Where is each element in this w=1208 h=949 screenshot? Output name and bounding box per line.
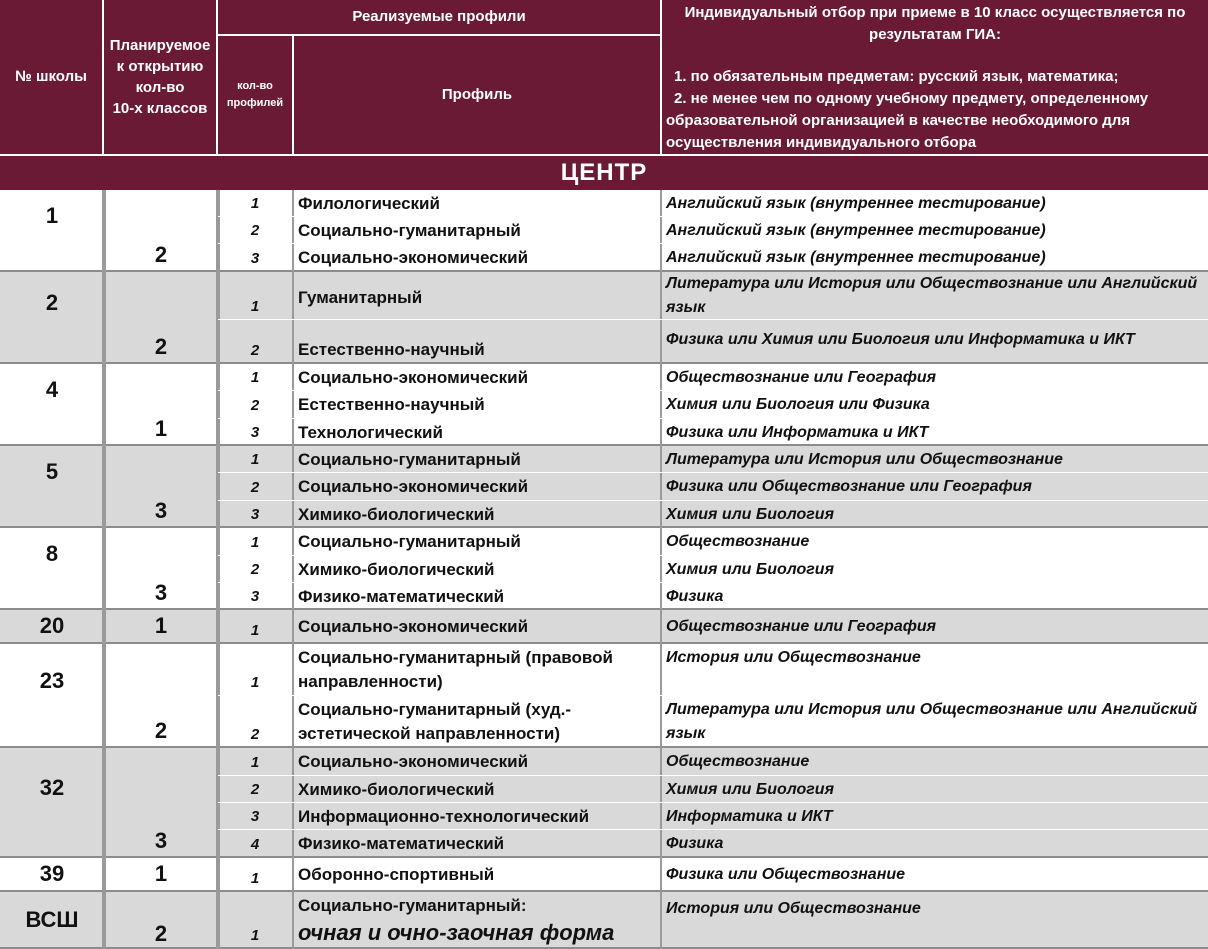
profile-row (218, 556, 1208, 583)
profile-row (218, 892, 1208, 949)
profile-number: 2 (250, 222, 260, 239)
planned-classes: 2 (154, 718, 168, 743)
profile-name: Химико-биологический (298, 560, 495, 579)
school-group (0, 190, 1208, 272)
profile-name: Физико-математический (298, 587, 505, 606)
profile-requirement: Обществознание или География (666, 369, 937, 386)
school-group (0, 272, 1208, 364)
profile-row (218, 190, 1208, 217)
header-profiles-group-label: Реализуемые профили (352, 8, 526, 25)
profile-number: 2 (250, 781, 260, 798)
profile-requirement: Химия или Биология или Физика (666, 396, 930, 413)
profile-number: 1 (250, 870, 260, 887)
profile-requirement: Физика или Информатика и ИКТ (666, 424, 929, 441)
profile-number: 2 (250, 479, 260, 496)
planned-classes: 1 (154, 613, 168, 638)
profile-number: 3 (250, 506, 260, 523)
profile-name: Технологический (298, 423, 443, 442)
profile-row (218, 748, 1208, 776)
header-profiles-group (218, 0, 662, 36)
school-group (0, 892, 1208, 949)
header-planned-l2: к открытию (116, 58, 204, 75)
header-school-no-label: № школы (15, 68, 87, 85)
profile-number: 1 (250, 622, 260, 639)
profile-requirement: Литература или История или Обществознание или Английский язык (666, 701, 1198, 742)
profile-row (218, 830, 1208, 858)
profile-row (218, 528, 1208, 556)
profile-number: 4 (250, 836, 260, 853)
profile-requirement: Химия или Биология (666, 781, 834, 798)
school-number: 23 (39, 668, 65, 693)
profile-row (218, 446, 1208, 473)
school-number: 1 (45, 203, 59, 228)
profile-requirement: Химия или Биология (666, 506, 834, 523)
profile-requirement: Обществознание (666, 753, 810, 770)
header-selection (662, 0, 1208, 156)
profile-name: Естественно-научный (298, 395, 485, 414)
profile-number: 1 (250, 451, 260, 468)
school-group (0, 858, 1208, 892)
profile-number: 3 (250, 588, 260, 605)
school-group (0, 748, 1208, 858)
header-profiles-count (218, 36, 294, 156)
profile-number: 3 (250, 808, 260, 825)
profile-row (218, 419, 1208, 446)
school-group (0, 610, 1208, 644)
profile-name: Социально-экономический (298, 248, 529, 267)
planned-classes: 2 (154, 921, 168, 946)
header-selection-line2: результатам ГИА: (869, 26, 1001, 43)
profile-name: Социально-гуманитарный (правовой направленности) (298, 648, 613, 691)
profile-row (218, 583, 1208, 610)
profile-number: 1 (250, 754, 260, 771)
profile-number: 3 (250, 250, 260, 267)
header-planned-l4: 10-х классов (112, 100, 208, 117)
profile-requirement: Английский язык (внутреннее тестирование) (666, 222, 1046, 239)
school-number: 8 (45, 541, 59, 566)
profile-name: Оборонно-спортивный (298, 865, 495, 884)
planned-classes: 2 (154, 242, 168, 267)
school-number: 2 (45, 290, 59, 315)
profile-name: Гуманитарный (298, 288, 423, 307)
profile-row (218, 244, 1208, 272)
profile-number: 2 (250, 726, 260, 743)
profile-name-main: Социально-гуманитарный: (298, 896, 527, 915)
profile-row (218, 473, 1208, 501)
header-selection-item4: осуществления индивидуального отбора (666, 134, 977, 151)
profile-number: 1 (250, 298, 260, 315)
school-number: 32 (39, 775, 65, 800)
header-planned-l3: кол-во (135, 79, 185, 96)
school-group (0, 644, 1208, 748)
profile-name: Филологический (298, 194, 440, 213)
profile-number: 1 (250, 195, 260, 212)
profile-row (218, 391, 1208, 419)
profile-row (218, 644, 1208, 696)
profile-number: 1 (250, 674, 260, 691)
school-group (0, 446, 1208, 528)
profile-name (298, 894, 660, 948)
profile-row (218, 272, 1208, 320)
planned-classes: 3 (154, 828, 168, 853)
school-number: 39 (39, 861, 65, 886)
profile-number: 1 (250, 369, 260, 386)
profile-name: Социально-экономический (298, 752, 529, 771)
profile-requirement: Химия или Биология (666, 561, 834, 578)
profile-requirement: Физика или Обществознание (666, 866, 906, 883)
header-school-no (0, 0, 104, 156)
profile-requirement: Английский язык (внутреннее тестирование) (666, 195, 1046, 212)
planned-classes: 2 (154, 334, 168, 359)
profile-requirement: Информатика и ИКТ (666, 808, 833, 825)
profile-number: 2 (250, 561, 260, 578)
header-profile (294, 36, 662, 156)
profile-requirement: Физика или Обществознание или География (666, 478, 1032, 495)
school-number: 4 (45, 377, 59, 402)
profile-requirement: Обществознание или География (666, 618, 937, 635)
profile-name: Информационно-технологический (298, 807, 590, 826)
profile-requirement: Физика (666, 588, 724, 605)
profile-name: Социально-гуманитарный (298, 532, 521, 551)
profile-row (218, 858, 1208, 892)
profile-requirement: Физика или Химия или Биология или Информатика и ИКТ (666, 331, 1135, 348)
profile-row (218, 217, 1208, 244)
profile-name: Химико-биологический (298, 505, 495, 524)
profile-number: 2 (250, 397, 260, 414)
school-group (0, 528, 1208, 610)
profile-name: Естественно-научный (298, 340, 485, 359)
profile-row (218, 364, 1208, 391)
profile-requirement: Физика (666, 835, 724, 852)
profile-requirement: Литература или История или Обществознание или Английский язык (666, 275, 1198, 316)
profile-name: Социально-гуманитарный (298, 221, 521, 240)
profile-number: 3 (250, 424, 260, 441)
header-selection-item2: 2. не менее чем по одному учебному предмету, определенному (674, 90, 1149, 107)
header-selection-line1: Индивидуальный отбор при приеме в 10 класс осуществляется по (684, 4, 1186, 21)
profile-name: Физико-математический (298, 834, 505, 853)
profile-row (218, 320, 1208, 364)
planned-classes: 1 (154, 416, 168, 441)
profile-row (218, 501, 1208, 528)
profile-row (218, 696, 1208, 748)
profile-number: 1 (250, 927, 260, 944)
profile-requirement: История или Обществознание (666, 649, 921, 666)
header-profiles-count-l1: кол-во (237, 80, 273, 92)
planned-classes: 3 (154, 498, 168, 523)
profile-row (218, 610, 1208, 644)
header-selection-item3: образовательной организацией в качестве необходимого для (666, 112, 1131, 129)
school-number: 20 (39, 613, 65, 638)
school-number: ВСШ (25, 907, 79, 932)
header-profile-label: Профиль (441, 86, 513, 103)
header-planned (104, 0, 218, 156)
profile-number: 1 (250, 534, 260, 551)
profile-requirement: Литература или История или Обществознание (666, 451, 1063, 468)
profile-name: Социально-гуманитарный (298, 450, 521, 469)
header-selection-item1: 1. по обязательным предметам: русский язык, математика; (674, 68, 1119, 85)
school-group (0, 364, 1208, 446)
profile-name: Социально-экономический (298, 368, 529, 387)
header-planned-l1: Планируемое (109, 37, 211, 54)
header-profiles-count-l2: профилей (226, 97, 284, 109)
profile-name: Социально-экономический (298, 617, 529, 636)
profile-row (218, 803, 1208, 830)
profile-name-form: очная и очно-заочная форма (298, 920, 615, 945)
school-number: 5 (45, 459, 59, 484)
profile-requirement: Английский язык (внутреннее тестирование) (666, 249, 1046, 266)
profile-name: Химико-биологический (298, 780, 495, 799)
planned-classes: 3 (154, 580, 168, 605)
profile-requirement: Обществознание (666, 533, 810, 550)
profile-number: 2 (250, 342, 260, 359)
profile-name: Социально-экономический (298, 477, 529, 496)
profile-requirement: История или Обществознание (666, 900, 921, 917)
planned-classes: 1 (154, 861, 168, 886)
profile-name: Социально-гуманитарный (худ.-эстетической направленности) (298, 700, 572, 743)
section-title: ЦЕНТР (0, 156, 1208, 190)
profile-row (218, 776, 1208, 803)
